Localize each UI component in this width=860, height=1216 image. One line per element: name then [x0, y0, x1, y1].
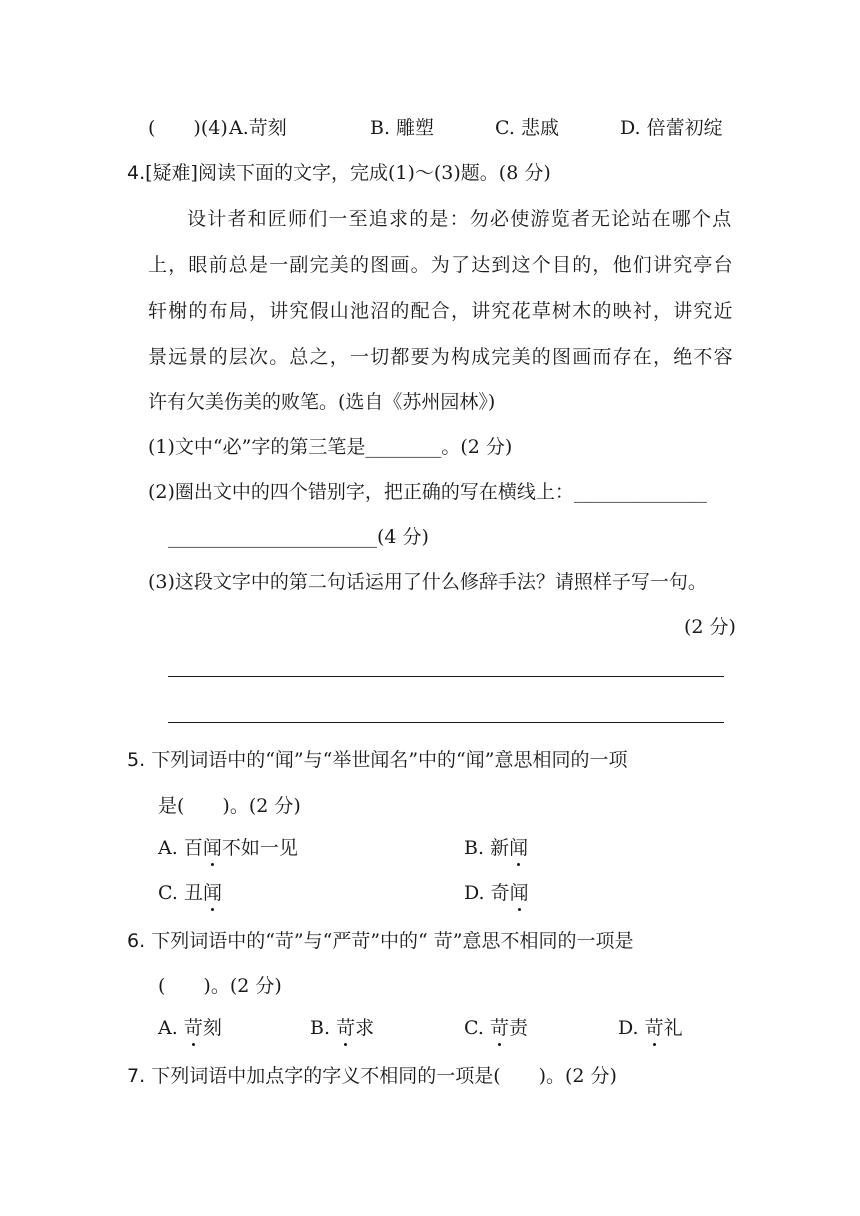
q5-stem-line2: 是( )。(2 分) [158, 795, 301, 817]
q4-sub3: (3)这段文字中的第二句话运用了什么修辞手法？请照样子写一句。 [148, 571, 707, 593]
q5-a-post: 不如一见 [221, 837, 298, 859]
q5-a-pre: 百 [183, 837, 203, 859]
q3-option-d-text: D. 倍蕾初绽 [620, 117, 723, 139]
q4-number: 4. [127, 162, 146, 184]
q5-d-pre: 奇 [490, 882, 510, 904]
passage-line-4: 景远景的层次。总之，一切都要为构成完美的图画而存在，绝不容 [148, 346, 734, 368]
q6-stem [127, 928, 634, 954]
q6-option-b [310, 1015, 374, 1041]
q3-option-c-text: C. 悲戚 [495, 117, 559, 139]
q7-number: 7. [127, 1065, 146, 1087]
passage-line-1: 设计者和匠师们一至追求的是：勿必使游览者无论站在哪个点 [187, 208, 733, 230]
q3-option-b-text: B. 雕塑 [370, 117, 435, 139]
passage-line-3: 轩榭的布局，讲究假山池沼的配合，讲究花草树木的映衬，讲究近 [148, 300, 734, 322]
q3-option-d [620, 115, 723, 141]
q3-answer-paren: ( )(4) [148, 117, 228, 139]
answer-line-2[interactable] [168, 722, 724, 723]
q5-b-dotted-char: 闻 [509, 837, 529, 859]
q5-b-pre: 新 [490, 837, 510, 859]
q4-sub3-score: (2 分) [684, 616, 736, 638]
q6-d-post: 礼 [663, 1017, 683, 1039]
q5-option-a [158, 835, 298, 861]
q5-d-dotted-char: 闻 [509, 882, 529, 904]
q7-stem [127, 1063, 617, 1089]
q5-b-label: B. [464, 837, 485, 859]
q5-a-dotted-char: 闻 [202, 837, 222, 859]
q3-option-a [229, 115, 287, 141]
q4-sub2-line2: ______________________(4 分) [168, 526, 429, 548]
q6-d-label: D. [618, 1017, 639, 1039]
q5-a-label: A. [158, 837, 178, 859]
q5-stem-text: 下列词语中的“闻”与“举世闻名”中的“闻”意思相同的一项 [151, 749, 628, 771]
q3-option-b [370, 115, 434, 141]
q5-c-dotted-char: 闻 [202, 882, 222, 904]
q5-c-label: C. [158, 882, 178, 904]
q3-option-a-text: A.苛刻 [229, 117, 287, 139]
q6-c-dotted-char: 苛 [489, 1017, 509, 1039]
q4-sub2-line1: (2)圈出文中的四个错别字，把正确的写在横线上：______________ [148, 481, 707, 503]
q4-stem [127, 160, 551, 186]
q6-a-dotted-char: 苛 [183, 1017, 203, 1039]
answer-line-1[interactable] [168, 676, 724, 677]
q5-option-b [464, 835, 528, 861]
q5-option-d [464, 880, 529, 906]
q3-option-c [495, 115, 559, 141]
q6-stem-line2: ( )。(2 分) [158, 975, 282, 997]
q6-a-label: A. [158, 1017, 178, 1039]
q6-b-label: B. [310, 1017, 331, 1039]
q5-stem [127, 747, 627, 773]
q5-c-pre: 丑 [183, 882, 203, 904]
q6-option-c [464, 1015, 528, 1041]
q6-stem-text: 下列词语中的“苛”与“严苛”中的“ 苛”意思不相同的一项是 [151, 930, 634, 952]
q6-number: 6. [127, 930, 146, 952]
passage-line-5: 许有欠美伤美的败笔。(选自《苏州园林》) [148, 391, 496, 413]
q5-d-label: D. [464, 882, 485, 904]
q5-option-c [158, 880, 222, 906]
q6-option-a [158, 1015, 222, 1041]
q5-number: 5. [127, 749, 146, 771]
q6-option-d [618, 1015, 683, 1041]
q6-c-label: C. [464, 1017, 484, 1039]
q6-a-post: 刻 [202, 1017, 222, 1039]
q6-b-post: 求 [355, 1017, 375, 1039]
q7-stem-text: 下列词语中加点字的字义不相同的一项是( )。(2 分) [151, 1065, 617, 1087]
q6-b-dotted-char: 苛 [336, 1017, 356, 1039]
q6-c-post: 责 [508, 1017, 528, 1039]
passage-line-2: 上，眼前总是一副完美的图画。为了达到这个目的，他们讲究亭台 [148, 254, 734, 276]
q4-stem-text: [疑难]阅读下面的文字，完成(1)～(3)题。(8 分) [145, 162, 551, 184]
q4-sub1: (1)文中“必”字的第三笔是________。(2 分) [148, 436, 513, 458]
q6-d-dotted-char: 苛 [644, 1017, 664, 1039]
